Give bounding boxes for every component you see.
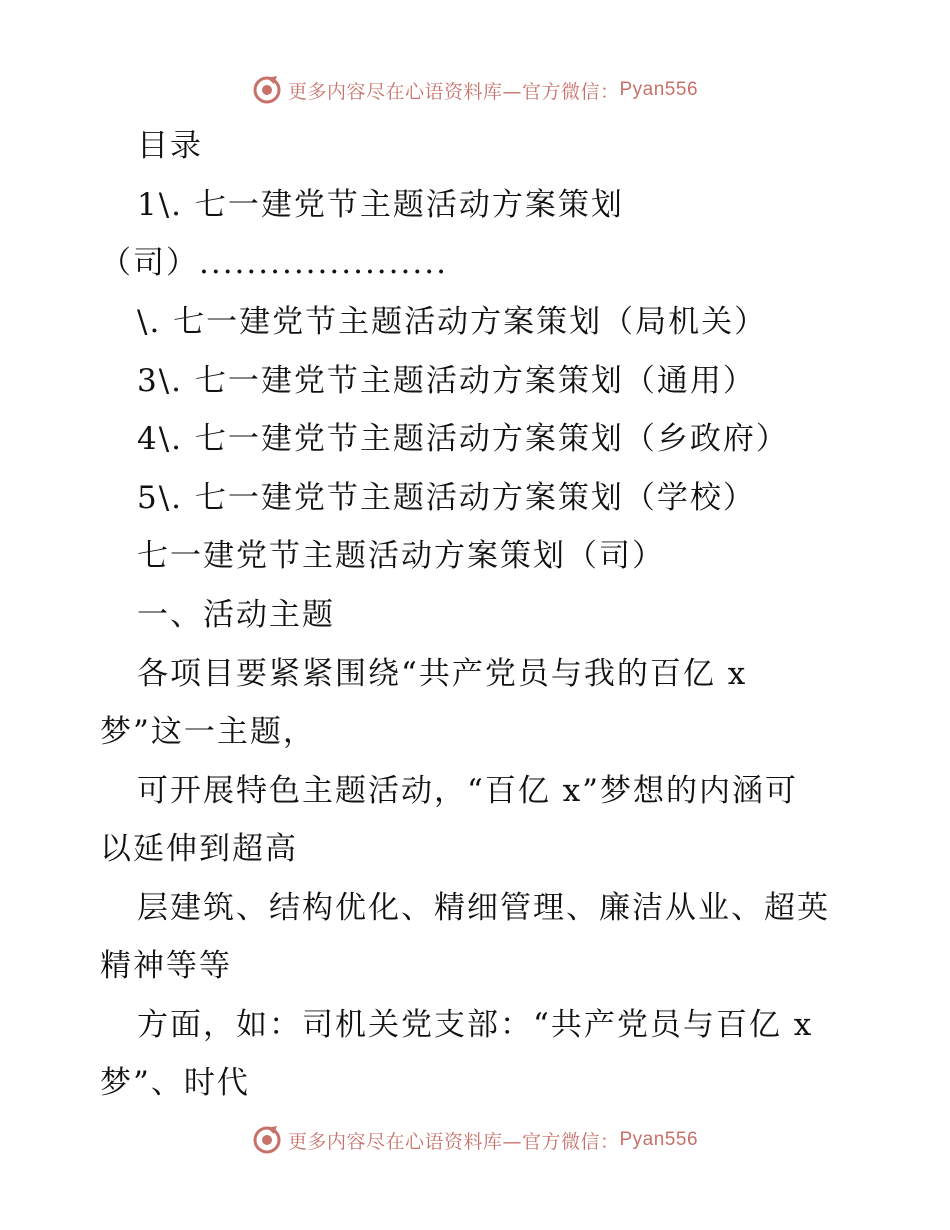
section-title: 七一建党节主题活动方案策划（司） [137, 538, 665, 574]
logo-icon [252, 75, 282, 105]
watermark-id: Pyan556 [619, 1129, 699, 1150]
header-watermark [0, 70, 950, 110]
paragraph-line: 梦”、时代 [100, 1065, 250, 1101]
toc-item-2: \. 七一建党节主题活动方案策划（局机关） [137, 304, 768, 340]
watermark-id: Pyan556 [619, 79, 699, 100]
paragraph-line: 精神等等 [100, 948, 232, 984]
toc-heading: 目录 [137, 128, 203, 164]
toc-item-1-continued: （司）..................... [100, 245, 448, 281]
toc-item-1: 1\. 七一建党节主题活动方案策划 [137, 187, 624, 223]
paragraph-line: 以延伸到超高 [100, 831, 298, 867]
footer-watermark [0, 1120, 950, 1160]
paragraph-line: 梦”这一主题， [100, 714, 316, 750]
subsection-heading: 一、活动主题 [137, 597, 335, 633]
paragraph-line: 可开展特色主题活动，“百亿 x”梦想的内涵可 [137, 773, 799, 809]
paragraph-line: 层建筑、结构优化、精细管理、廉洁从业、超英 [137, 890, 830, 926]
paragraph-line: 各项目要紧紧围绕“共产党员与我的百亿 x [137, 656, 748, 692]
toc-item-5: 5\. 七一建党节主题活动方案策划（学校） [137, 480, 756, 516]
watermark-text: 更多内容尽在心语资料库—官方微信： [287, 1130, 620, 1153]
watermark-text: 更多内容尽在心语资料库—官方微信： [287, 80, 620, 103]
toc-item-3: 3\. 七一建党节主题活动方案策划（通用） [137, 363, 756, 399]
paragraph-line: 方面，如：司机关党支部：“共产党员与百亿 x [137, 1007, 814, 1043]
logo-icon [252, 1125, 282, 1155]
toc-item-4: 4\. 七一建党节主题活动方案策划（乡政府） [137, 421, 789, 457]
